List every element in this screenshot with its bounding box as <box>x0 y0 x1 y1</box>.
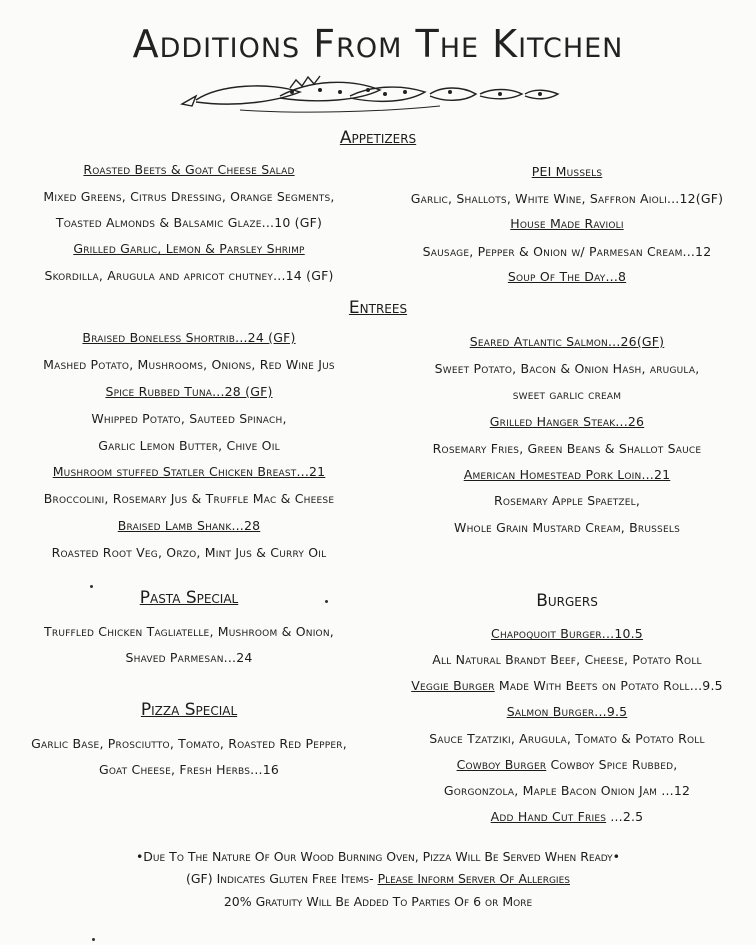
menu-item-desc: Broccolini, Rosemary Jus & Truffle Mac & Cheese <box>43 491 335 506</box>
menu-item-title: House Made Ravioli <box>510 216 624 231</box>
menu-item-desc: Truffled Chicken Tagliatelle, Mushroom & Onion, <box>44 624 334 639</box>
menu-item-title: Roasted Beets & Goat Cheese Salad <box>83 162 295 177</box>
entrees-heading: Entrees <box>348 298 408 318</box>
menu-item-row <box>378 809 756 824</box>
menu-item-desc: Garlic, Shallots, White Wine, Saffron Aioli...12(GF) <box>410 191 724 206</box>
pizza-special-section <box>0 700 378 780</box>
menu-item-desc: Mixed Greens, Citrus Dressing, Orange Segments, <box>43 189 335 204</box>
pizza-heading: Pizza Special <box>140 700 238 720</box>
stray-mark <box>90 585 93 588</box>
menu-item-title: Grilled Hanger Steak...26 <box>489 414 645 429</box>
footer-gluten-text: (GF) Indicates Gluten Free Items- <box>185 871 378 886</box>
footer-gluten-note <box>0 871 756 886</box>
menu-item-title: Braised Boneless Shortrib...24 (GF) <box>82 330 296 345</box>
menu-item-title: Veggie Burger <box>411 678 495 693</box>
footer-oven-note: •Due To The Nature Of Our Wood Burning Oven, Pizza Will Be Served When Ready• <box>135 849 621 864</box>
menu-item-desc: Garlic Lemon Butter, Chive Oil <box>98 438 280 453</box>
menu-item-title: PEI Mussels <box>531 164 603 179</box>
menu-item-desc: Toasted Almonds & Balsamic Glaze...10 (GF) <box>55 215 323 230</box>
entrees-left-column <box>0 328 378 568</box>
menu-item-desc: Mashed Potato, Mushrooms, Onions, Red Wine Jus <box>43 357 335 372</box>
menu-item-title: Seared Atlantic Salmon...26(GF) <box>469 334 665 349</box>
pasta-heading: Pasta Special <box>139 588 239 608</box>
menu-item-desc: Sweet Potato, Bacon & Onion Hash, arugula, <box>434 361 700 376</box>
menu-item-desc: All Natural Brandt Beef, Cheese, Potato Roll <box>432 652 702 667</box>
menu-item-desc: Skordilla, Arugula and apricot chutney...14 (GF) <box>44 268 334 283</box>
footer-allergy-text: Please Inform Server Of Allergies <box>377 871 570 886</box>
menu-title: Additions From The Kitchen <box>132 22 624 66</box>
fish-illustration <box>180 70 560 118</box>
stray-mark <box>92 938 95 941</box>
menu-item-desc: Cowboy Spice Rubbed, <box>546 757 678 772</box>
menu-item-title: Cowboy Burger <box>456 757 547 772</box>
burgers-section <box>378 591 756 831</box>
menu-item-desc: Shaved Parmesan...24 <box>125 650 253 665</box>
appetizers-right-column <box>378 158 756 288</box>
menu-item-desc: Made With Beets on Potato Roll...9.5 <box>494 678 723 693</box>
appetizers-heading: Appetizers <box>339 128 417 148</box>
entrees-right-column <box>378 328 756 548</box>
menu-item-desc: Garlic Base, Prosciutto, Tomato, Roasted Red Pepper, <box>31 736 347 751</box>
menu-item-title: Salmon Burger...9.5 <box>506 704 628 719</box>
menu-item-desc: Rosemary Fries, Green Beans & Shallot Sauce <box>432 441 702 456</box>
menu-item-desc: sweet garlic cream <box>512 387 622 402</box>
menu-item-title: Grilled Garlic, Lemon & Parsley Shrimp <box>73 241 305 256</box>
menu-item-desc: Gorgonzola, Maple Bacon Onion Jam ...12 <box>443 783 691 798</box>
appetizers-left-column <box>0 158 378 288</box>
stray-mark <box>325 600 328 603</box>
menu-item-title: American Homestead Pork Loin...21 <box>463 467 671 482</box>
menu-item-desc: Whipped Potato, Sauteed Spinach, <box>91 411 287 426</box>
burgers-heading: Burgers <box>536 591 598 611</box>
menu-item-desc: ...2.5 <box>606 809 644 824</box>
menu-item-desc: Whole Grain Mustard Cream, Brussels <box>454 520 680 535</box>
pasta-special-section <box>0 588 378 668</box>
menu-item-desc: Roasted Root Veg, Orzo, Mint Jus & Curry Oil <box>51 545 327 560</box>
menu-item-title: Add Hand Cut Fries <box>490 809 607 824</box>
menu-item-desc: Sausage, Pepper & Onion w/ Parmesan Cream...12 <box>422 244 712 259</box>
menu-item-desc: Sauce Tzatziki, Arugula, Tomato & Potato Roll <box>429 731 705 746</box>
menu-item-row <box>378 678 756 693</box>
menu-item-title: Spice Rubbed Tuna...28 (GF) <box>105 384 273 399</box>
menu-item-desc: Goat Cheese, Fresh Herbs...16 <box>98 762 280 777</box>
menu-item-title: Chapoquoit Burger...10.5 <box>491 626 643 641</box>
menu-item-desc: Rosemary Apple Spaetzel, <box>493 493 641 508</box>
menu-item-title: Mushroom stuffed Statler Chicken Breast...21 <box>52 464 326 479</box>
menu-item-title: Braised Lamb Shank...28 <box>117 518 261 533</box>
menu-item-title: Soup Of The Day...8 <box>507 269 627 284</box>
menu-item-row <box>378 757 756 772</box>
footer-gratuity-note: 20% Gratuity Will Be Added To Parties Of 6 or More <box>223 894 533 909</box>
